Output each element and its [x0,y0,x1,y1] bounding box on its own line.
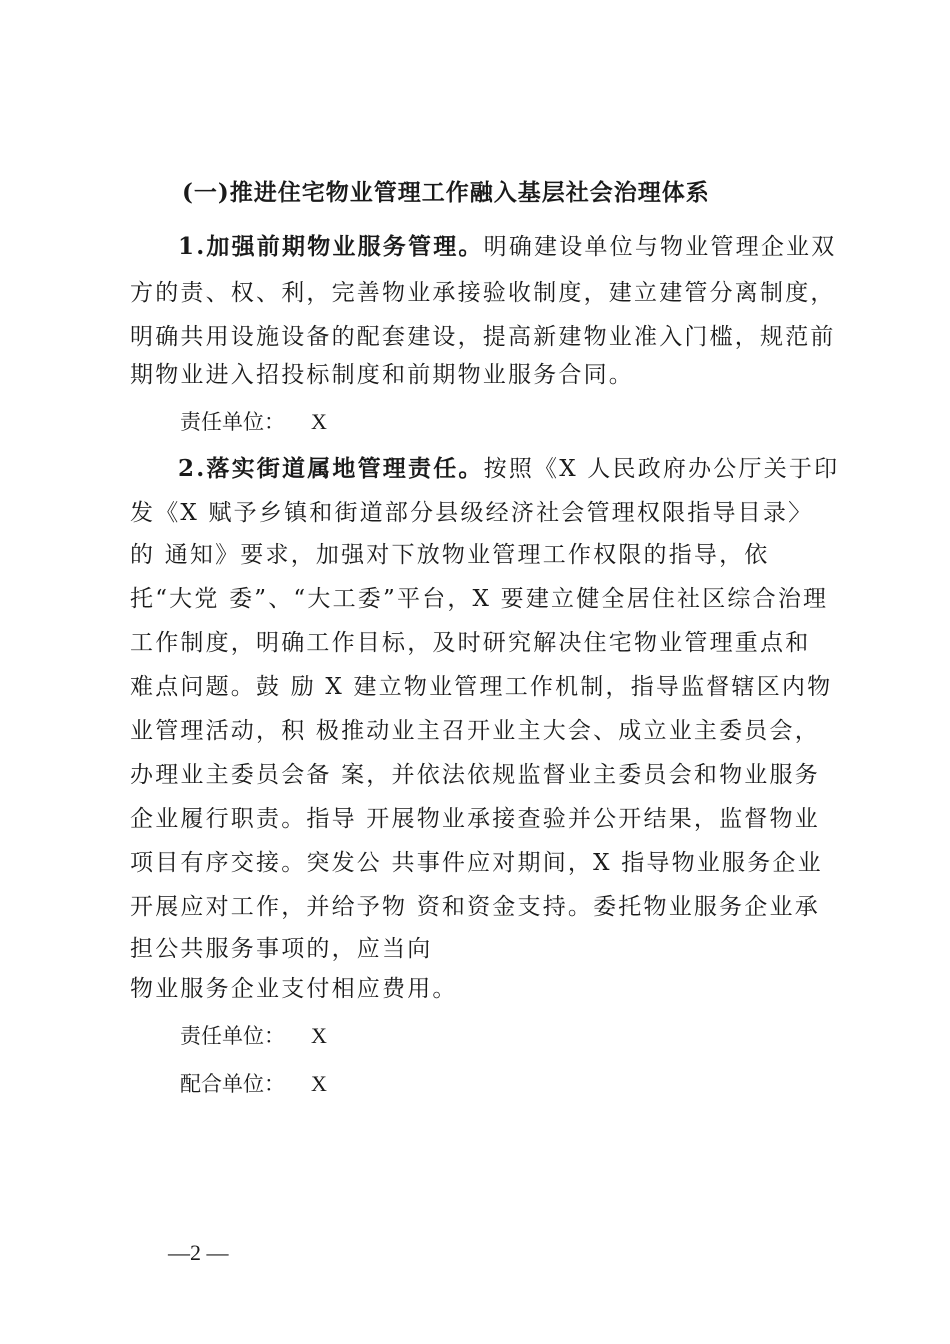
item2-line-2: 的 通知》要求，加强对下放物业管理工作权限的指导，依 [130,542,770,568]
item2-line-0: 按照《X 人民政府办公厅关于印 [483,456,840,482]
responsible-label: 责任单位： [180,1024,285,1048]
item1-title: 1.加强前期物业服务管理。 [178,233,484,260]
item2-line-1: 发《X 赋予乡镇和街道部分县级经济社会管理权限指导目录〉 [130,500,814,526]
cooperate-label: 配合单位： [180,1072,285,1096]
item2-cooperate-unit [180,1068,327,1098]
item2-line-4: 工作制度，明确工作目标，及时研究解决住宅物业管理重点和 [130,630,811,656]
item2-first-line [178,450,839,483]
item2-line-8: 企业履行职责。指导 开展物业承接查验并公开结果，监督物业 [130,806,820,832]
item2-line-7: 办理业主委员会备 案，并依法依规监督业主委员会和物业服务 [130,762,820,788]
responsible-value: X [311,409,327,434]
item2-line-6: 业管理活动，积 极推动业主召开业主大会、成立业主委员会， [130,718,820,744]
responsible-value: X [311,1023,327,1048]
item2-line-5: 难点问题。鼓 励 X 建立物业管理工作机制，指导监督辖区内物 [130,674,833,700]
item1-responsible-unit [180,406,327,436]
item1-line-3: 期物业进入招投标制度和前期物业服务合同。 [130,362,634,388]
item2-title: 2.落实街道属地管理责任。 [178,455,484,482]
page-number: —2 — [168,1240,229,1265]
item2-line-9: 项目有序交接。突发公 共事件应对期间，X 指导物业服务企业 [130,850,823,876]
item2-line-11: 担公共服务事项的，应当向 [130,936,433,962]
item2-line-3: 托“大党 委”、“大工委”平台，X 要建立健全居住社区综合治理 [130,586,829,612]
item1-line-1: 方的责、权、利，完善物业承接验收制度，建立建管分离制度， [130,280,836,306]
cooperate-value: X [311,1071,327,1096]
section-heading: (一)推进住宅物业管理工作融入基层社会治理体系 [182,179,710,206]
responsible-label: 责任单位： [180,410,285,434]
item1-line-2: 明确共用设施设备的配套建设，提高新建物业准入门槛，规范前 [130,324,836,350]
item2-line-10: 开展应对工作，并给予物 资和资金支持。委托物业服务企业承 [130,894,820,920]
item2-responsible-unit [180,1020,327,1050]
item2-line-12: 物业服务企业支付相应费用。 [130,976,458,1002]
item1-line-0: 明确建设单位与物业管理企业双 [483,234,837,260]
item1-first-line [178,228,836,261]
